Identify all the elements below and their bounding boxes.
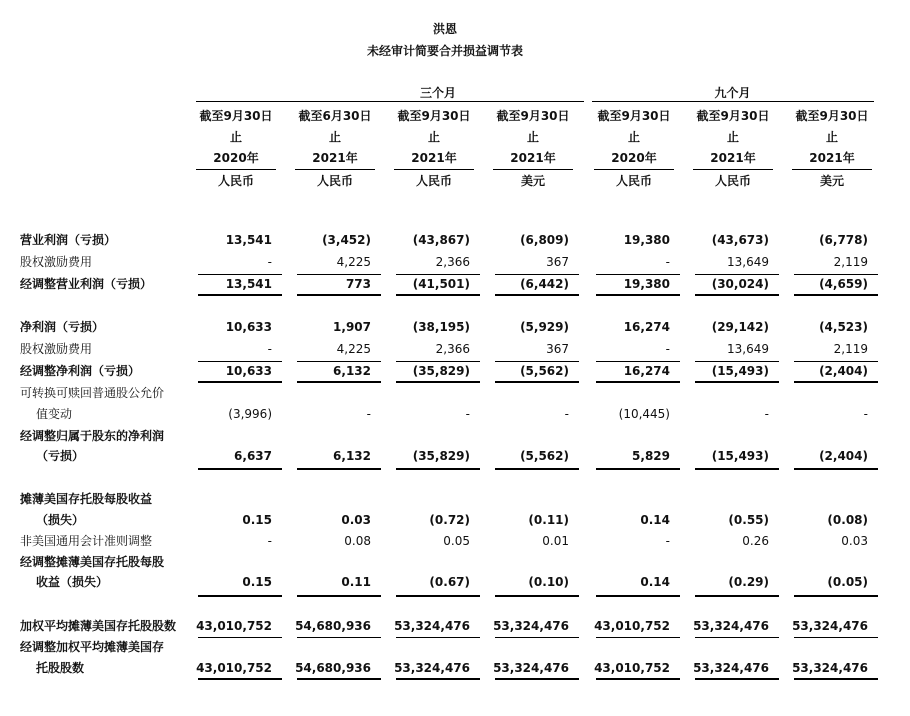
table-cell: - [267, 534, 272, 548]
row-label: 股权激励费用 [20, 255, 93, 269]
table-cell: 5,829 [632, 449, 670, 463]
table-row [0, 251, 910, 273]
table-cell: 0.08 [344, 534, 371, 548]
total-rule-line [396, 294, 480, 296]
row-label: 加权平均摊薄美国存托股股数 [20, 619, 177, 633]
total-rule-line [794, 468, 878, 470]
total-rule-line [396, 595, 480, 597]
table-cell: 0.11 [341, 575, 371, 589]
table-cell: 19,380 [623, 277, 670, 291]
table-cell: (0.08) [827, 513, 868, 527]
row-label: 摊薄美国存托股每股收益 [20, 492, 153, 506]
table-cell: (0.05) [827, 575, 868, 589]
table-cell: (10,445) [618, 407, 670, 421]
total-rule-line [495, 637, 579, 638]
total-rule-line [198, 274, 282, 275]
total-rule-line [695, 361, 779, 362]
table-cell: - [863, 407, 868, 421]
table-row [0, 636, 910, 658]
table-cell: (15,493) [711, 364, 769, 378]
table-cell: 4,225 [336, 342, 371, 356]
total-rule-line [396, 637, 480, 638]
column-header [689, 106, 777, 192]
column-header [390, 106, 478, 192]
row-label: （损失） [36, 513, 85, 527]
column-header-year: 2020年 [213, 151, 259, 165]
table-cell: 43,010,752 [594, 661, 670, 675]
table-row [0, 509, 910, 531]
period-group-label: 九个月 [714, 86, 751, 100]
table-cell: 13,649 [727, 255, 769, 269]
column-header-line2: 止 [726, 130, 739, 144]
total-rule-line [198, 381, 282, 383]
column-header-line1: 截至9月30日 [696, 109, 770, 123]
total-rule-line [198, 595, 282, 597]
total-rule-line [794, 595, 878, 597]
table-cell: - [665, 342, 670, 356]
column-header-year: 2021年 [710, 151, 756, 165]
table-cell: (41,501) [412, 277, 470, 291]
column-header-line2: 止 [328, 130, 341, 144]
row-label: 股权激励费用 [20, 342, 93, 356]
column-header-line1: 截至9月30日 [795, 109, 869, 123]
table-cell: (5,929) [520, 320, 569, 334]
table-row [0, 488, 910, 510]
table-cell: 10,633 [225, 364, 272, 378]
column-header-line1: 截至6月30日 [298, 109, 372, 123]
total-rule-line [794, 637, 878, 638]
total-rule-line [794, 381, 878, 383]
table-cell: 10,633 [225, 320, 272, 334]
row-label: 经调整摊薄美国存托股每股 [20, 555, 165, 569]
total-rule-line [596, 381, 680, 383]
table-cell: 2,119 [833, 255, 868, 269]
table-cell: 13,541 [225, 277, 272, 291]
table-cell: 2,366 [435, 342, 470, 356]
total-rule-line [596, 678, 680, 680]
column-currency: 人民币 [714, 174, 751, 188]
table-cell: 53,324,476 [394, 661, 470, 675]
total-rule-line [596, 637, 680, 638]
total-rule-line [495, 678, 579, 680]
table-cell: - [465, 407, 470, 421]
column-header-line1: 截至9月30日 [199, 109, 273, 123]
table-cell: (2,404) [819, 449, 868, 463]
total-rule-line [297, 678, 381, 680]
total-rule-line [396, 274, 480, 275]
column-header-line2: 止 [825, 130, 838, 144]
total-rule-line [198, 468, 282, 470]
row-label: 托股股数 [36, 661, 85, 675]
table-cell: (0.10) [528, 575, 569, 589]
table-cell: (15,493) [711, 449, 769, 463]
total-rule-line [297, 468, 381, 470]
table-cell: - [564, 407, 569, 421]
table-cell: 53,324,476 [792, 619, 868, 633]
table-cell: (35,829) [412, 364, 470, 378]
table-cell: (3,452) [322, 233, 371, 247]
column-header-period [594, 106, 674, 170]
total-rule-line [297, 637, 381, 638]
column-header [489, 106, 577, 192]
table-cell: 43,010,752 [594, 619, 670, 633]
total-rule-line [596, 361, 680, 362]
column-header-period [295, 106, 375, 170]
column-currency: 人民币 [316, 174, 353, 188]
column-currency: 美元 [520, 174, 545, 188]
table-cell: 1,907 [333, 320, 371, 334]
column-header-period [394, 106, 474, 170]
column-header-year: 2021年 [510, 151, 556, 165]
column-header-year: 2021年 [312, 151, 358, 165]
table-cell: 16,274 [623, 364, 670, 378]
total-rule-line [695, 294, 779, 296]
table-cell: - [665, 534, 670, 548]
table-cell: (0.29) [728, 575, 769, 589]
table-cell: 0.03 [341, 513, 371, 527]
table-cell: 6,637 [234, 449, 272, 463]
total-rule-line [297, 294, 381, 296]
column-header-line1: 截至9月30日 [597, 109, 671, 123]
table-cell: (5,562) [520, 449, 569, 463]
table-cell: (2,404) [819, 364, 868, 378]
table-cell: 53,324,476 [693, 661, 769, 675]
period-group-label: 三个月 [419, 86, 456, 100]
table-cell: 53,324,476 [693, 619, 769, 633]
total-rule-line [396, 361, 480, 362]
total-rule-line [495, 294, 579, 296]
table-cell: 6,132 [333, 364, 371, 378]
column-header-period [493, 106, 573, 170]
total-rule-line [198, 294, 282, 296]
total-rule-line [794, 274, 878, 275]
table-cell: 0.14 [640, 513, 670, 527]
row-label: 营业利润（亏损） [20, 233, 117, 247]
table-cell: 43,010,752 [196, 619, 272, 633]
table-cell: 13,541 [225, 233, 272, 247]
table-cell: 773 [345, 277, 371, 291]
table-cell: - [764, 407, 769, 421]
column-currency: 美元 [819, 174, 844, 188]
total-rule-line [495, 274, 579, 275]
column-header-line1: 截至9月30日 [496, 109, 570, 123]
table-cell: (6,809) [520, 233, 569, 247]
row-label: 经调整归属于股东的净利润 [20, 429, 165, 443]
table-cell: 16,274 [623, 320, 670, 334]
table-row [0, 360, 910, 382]
row-label: 非美国通用会计准则调整 [20, 534, 153, 548]
column-header-line2: 止 [229, 130, 242, 144]
column-header-period [693, 106, 773, 170]
total-rule-line [396, 678, 480, 680]
table-cell: (6,778) [819, 233, 868, 247]
table-cell: (38,195) [412, 320, 470, 334]
table-cell: 0.05 [443, 534, 470, 548]
table-cell: 13,649 [727, 342, 769, 356]
table-row [0, 571, 910, 593]
table-cell: 367 [546, 255, 569, 269]
table-cell: 53,324,476 [493, 661, 569, 675]
table-row [0, 615, 910, 637]
row-label: 经调整营业利润（亏损） [20, 277, 153, 291]
table-cell: (29,142) [711, 320, 769, 334]
column-header-period [196, 106, 276, 170]
column-header [788, 106, 876, 192]
table-cell: - [267, 255, 272, 269]
table-row [0, 316, 910, 338]
table-cell: 2,119 [833, 342, 868, 356]
column-header-line2: 止 [627, 130, 640, 144]
table-row [0, 273, 910, 295]
total-rule-line [596, 274, 680, 275]
table-cell: - [267, 342, 272, 356]
total-rule-line [695, 637, 779, 638]
table-cell: 54,680,936 [295, 619, 371, 633]
table-cell: (4,659) [819, 277, 868, 291]
table-cell: (0.11) [528, 513, 569, 527]
column-currency: 人民币 [615, 174, 652, 188]
table-cell: 0.26 [742, 534, 769, 548]
total-rule-line [596, 294, 680, 296]
column-header [590, 106, 678, 192]
table-cell: (30,024) [711, 277, 769, 291]
table-row [0, 382, 910, 404]
total-rule-line [396, 468, 480, 470]
company-title: 洪恩 [432, 22, 457, 36]
table-cell: 0.14 [640, 575, 670, 589]
column-header-year: 2021年 [411, 151, 457, 165]
column-header-year: 2020年 [611, 151, 657, 165]
row-label: 净利润（亏损） [20, 320, 105, 334]
column-currency: 人民币 [415, 174, 452, 188]
table-cell: 2,366 [435, 255, 470, 269]
table-cell: 6,132 [333, 449, 371, 463]
table-cell: (5,562) [520, 364, 569, 378]
column-header-line2: 止 [526, 130, 539, 144]
total-rule-line [396, 381, 480, 383]
total-rule-line [695, 678, 779, 680]
total-rule-line [297, 361, 381, 362]
table-cell: (0.55) [728, 513, 769, 527]
table-cell: 43,010,752 [196, 661, 272, 675]
table-cell: - [665, 255, 670, 269]
row-label: 经调整加权平均摊薄美国存 [20, 640, 165, 654]
table-row [0, 530, 910, 552]
column-header-year: 2021年 [809, 151, 855, 165]
table-cell: 0.03 [841, 534, 868, 548]
total-rule-line [297, 274, 381, 275]
table-cell: (0.67) [429, 575, 470, 589]
table-cell: (6,442) [520, 277, 569, 291]
table-cell: - [366, 407, 371, 421]
table-row [0, 229, 910, 251]
total-rule-line [495, 595, 579, 597]
table-cell: 19,380 [623, 233, 670, 247]
table-row [0, 425, 910, 447]
row-label: 值变动 [36, 407, 73, 421]
table-cell: (43,867) [412, 233, 470, 247]
row-label: 收益（损失） [36, 575, 109, 589]
total-rule-line [198, 678, 282, 680]
table-cell: 367 [546, 342, 569, 356]
table-cell: 53,324,476 [792, 661, 868, 675]
total-rule-line [794, 361, 878, 362]
table-cell: 4,225 [336, 255, 371, 269]
total-rule-line [198, 361, 282, 362]
column-header-line2: 止 [427, 130, 440, 144]
column-header [291, 106, 379, 192]
total-rule-line [695, 595, 779, 597]
total-rule-line [495, 468, 579, 470]
table-row [0, 445, 910, 467]
column-header-line1: 截至9月30日 [397, 109, 471, 123]
table-cell: (43,673) [711, 233, 769, 247]
table-cell: (3,996) [228, 407, 272, 421]
column-header-period [792, 106, 872, 170]
row-label: （亏损） [36, 449, 85, 463]
total-rule-line [596, 468, 680, 470]
table-cell: 53,324,476 [493, 619, 569, 633]
column-currency: 人民币 [217, 174, 254, 188]
total-rule-line [495, 381, 579, 383]
row-label: 经调整净利润（亏损） [20, 364, 141, 378]
total-rule-line [794, 294, 878, 296]
table-cell: 0.01 [542, 534, 569, 548]
table-row [0, 551, 910, 573]
period-group-underline [196, 101, 584, 102]
table-cell: (0.72) [429, 513, 470, 527]
total-rule-line [198, 637, 282, 638]
table-cell: (35,829) [412, 449, 470, 463]
table-cell: 54,680,936 [295, 661, 371, 675]
table-row [0, 403, 910, 425]
total-rule-line [695, 381, 779, 383]
total-rule-line [695, 274, 779, 275]
column-header [192, 106, 280, 192]
table-row [0, 657, 910, 679]
total-rule-line [794, 678, 878, 680]
row-label: 可转换可赎回普通股公允价 [20, 386, 165, 400]
total-rule-line [297, 595, 381, 597]
table-cell: 0.15 [242, 575, 272, 589]
total-rule-line [596, 595, 680, 597]
table-cell: 53,324,476 [394, 619, 470, 633]
table-title: 未经审计简要合并损益调节表 [366, 44, 523, 58]
period-group-underline [592, 101, 874, 102]
table-row [0, 338, 910, 360]
table-cell: (4,523) [819, 320, 868, 334]
total-rule-line [495, 361, 579, 362]
total-rule-line [297, 381, 381, 383]
table-cell: 0.15 [242, 513, 272, 527]
total-rule-line [695, 468, 779, 470]
